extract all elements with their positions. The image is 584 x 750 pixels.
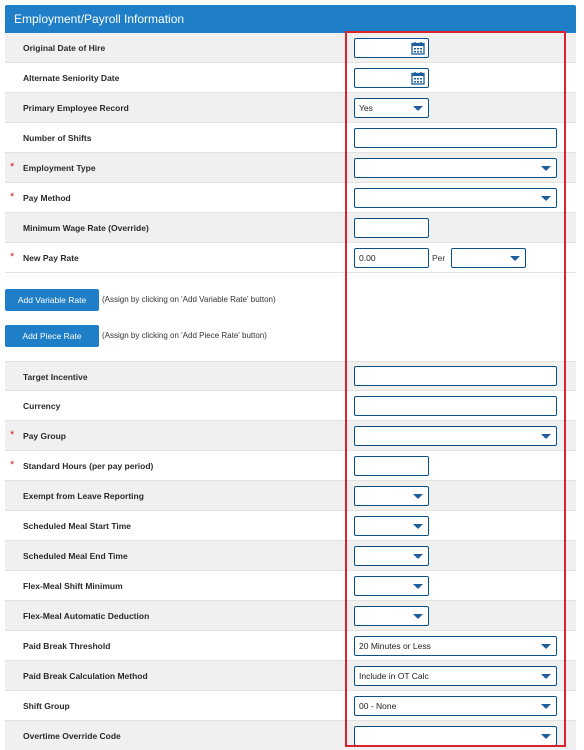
- primary-record-select[interactable]: [354, 98, 429, 118]
- employment-type-label: Employment Type: [23, 163, 96, 173]
- meal-start-select[interactable]: [354, 516, 429, 536]
- row-meal-start: [5, 511, 576, 541]
- chevron-down-icon: [541, 734, 551, 739]
- new-pay-rate-label: New Pay Rate: [23, 253, 79, 263]
- shift-group-select[interactable]: [354, 696, 557, 716]
- standard-hours-input[interactable]: [354, 456, 429, 476]
- pay-method-select[interactable]: [354, 188, 557, 208]
- num-shifts-label: Number of Shifts: [23, 133, 92, 143]
- pay-group-select[interactable]: [354, 426, 557, 446]
- row-alt-seniority: [5, 63, 576, 93]
- chevron-down-icon: [541, 674, 551, 679]
- meal-start-label: Scheduled Meal Start Time: [23, 521, 132, 531]
- required-marker: *: [10, 459, 15, 471]
- meal-end-label: Scheduled Meal End Time: [23, 551, 128, 561]
- flex-auto-label: Flex-Meal Automatic Deduction: [23, 611, 150, 621]
- num-shifts-input[interactable]: [354, 128, 557, 148]
- chevron-down-icon: [541, 196, 551, 201]
- chevron-down-icon: [541, 166, 551, 171]
- target-incentive-input[interactable]: [354, 366, 557, 386]
- shift-group-value: 00 - None: [359, 701, 397, 711]
- pay-method-label: Pay Method: [23, 193, 71, 203]
- row-meal-end: [5, 541, 576, 571]
- flex-min-label: Flex-Meal Shift Minimum: [23, 581, 123, 591]
- chevron-down-icon: [413, 106, 423, 111]
- row-exempt-leave: [5, 481, 576, 511]
- calendar-icon[interactable]: [411, 71, 425, 85]
- new-pay-rate-input[interactable]: [354, 248, 429, 268]
- add-piece-rate-button[interactable]: Add Piece Rate: [5, 325, 99, 347]
- chevron-down-icon: [413, 584, 423, 589]
- paid-break-threshold-select[interactable]: [354, 636, 557, 656]
- paid-break-threshold-value: 20 Minutes or Less: [359, 641, 431, 651]
- per-label: Per: [432, 253, 446, 263]
- new-pay-rate-value: 0.00: [359, 253, 376, 263]
- chevron-down-icon: [413, 554, 423, 559]
- alt-seniority-date-input[interactable]: [354, 68, 429, 88]
- pay-rate-per-select[interactable]: [451, 248, 526, 268]
- chevron-down-icon: [413, 494, 423, 499]
- exempt-leave-label: Exempt from Leave Reporting: [23, 491, 144, 501]
- row-original-hire: [5, 33, 576, 63]
- row-standard-hours: [5, 451, 576, 481]
- section-title: Employment/Payroll Information: [14, 12, 185, 26]
- row-min-wage: [5, 213, 576, 243]
- chevron-down-icon: [541, 644, 551, 649]
- required-marker: *: [10, 191, 15, 203]
- paid-break-threshold-label: Paid Break Threshold: [23, 641, 111, 651]
- target-incentive-label: Target Incentive: [23, 372, 88, 382]
- chevron-down-icon: [541, 704, 551, 709]
- row-primary-record: [5, 93, 576, 123]
- exempt-leave-select[interactable]: [354, 486, 429, 506]
- pay-group-label: Pay Group: [23, 431, 66, 441]
- required-marker: *: [10, 251, 15, 263]
- chevron-down-icon: [413, 524, 423, 529]
- chevron-down-icon: [541, 434, 551, 439]
- ot-override-label: Overtime Override Code: [23, 731, 121, 741]
- section-header: [5, 5, 576, 33]
- required-marker: *: [10, 161, 15, 173]
- min-wage-input[interactable]: [354, 218, 429, 238]
- currency-label: Currency: [23, 401, 61, 411]
- currency-input[interactable]: [354, 396, 557, 416]
- piece-rate-hint: (Assign by clicking on 'Add Piece Rate' button): [102, 331, 267, 340]
- flex-min-select[interactable]: [354, 576, 429, 596]
- flex-auto-select[interactable]: [354, 606, 429, 626]
- variable-rate-hint: (Assign by clicking on 'Add Variable Rate' button): [102, 295, 276, 304]
- chevron-down-icon: [510, 256, 520, 261]
- original-hire-date-input[interactable]: [354, 38, 429, 58]
- shift-group-label: Shift Group: [23, 701, 70, 711]
- primary-record-label: Primary Employee Record: [23, 103, 129, 113]
- add-variable-rate-button[interactable]: Add Variable Rate: [5, 289, 99, 311]
- ot-override-select[interactable]: [354, 726, 557, 746]
- row-flex-min: [5, 571, 576, 601]
- standard-hours-label: Standard Hours (per pay period): [23, 461, 154, 471]
- original-hire-label: Original Date of Hire: [23, 43, 106, 53]
- min-wage-label: Minimum Wage Rate (Override): [23, 223, 149, 233]
- alt-seniority-label: Alternate Seniority Date: [23, 73, 120, 83]
- row-flex-auto: [5, 601, 576, 631]
- primary-record-value: Yes: [359, 103, 373, 113]
- employment-type-select[interactable]: [354, 158, 557, 178]
- required-marker: *: [10, 429, 15, 441]
- paid-break-calc-value: Include in OT Calc: [359, 671, 429, 681]
- paid-break-calc-select[interactable]: [354, 666, 557, 686]
- chevron-down-icon: [413, 614, 423, 619]
- calendar-icon[interactable]: [411, 41, 425, 55]
- paid-break-calc-label: Paid Break Calculation Method: [23, 671, 148, 681]
- meal-end-select[interactable]: [354, 546, 429, 566]
